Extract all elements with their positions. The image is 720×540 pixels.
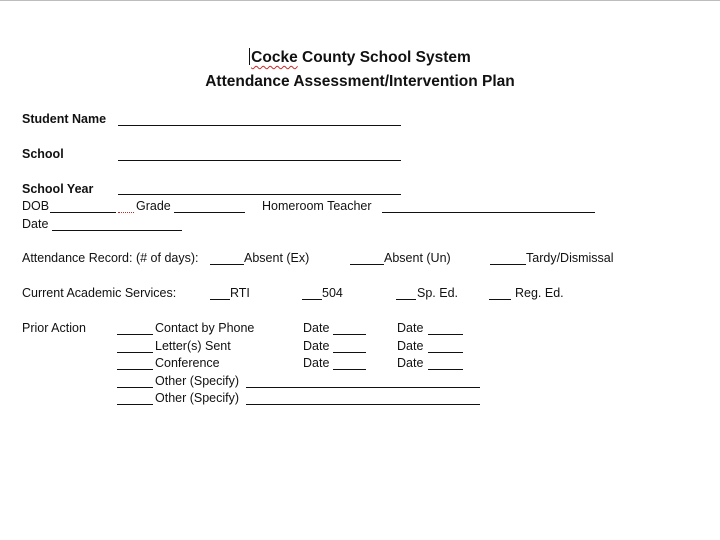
- letters-sent-date1-field[interactable]: [333, 352, 366, 353]
- conference-label: Conference: [155, 356, 220, 370]
- document-title: [0, 48, 720, 68]
- document-subtitle: Attendance Assessment/Intervention Plan: [205, 73, 515, 90]
- rti-label: RTI: [230, 286, 250, 300]
- reged-field[interactable]: [489, 299, 511, 300]
- letters-sent-date2-field[interactable]: [428, 352, 463, 353]
- attendance-record-label: Attendance Record: (# of days):: [22, 251, 199, 265]
- reged-label: Reg. Ed.: [515, 286, 564, 300]
- letters-sent-check[interactable]: [117, 352, 153, 353]
- date-label: Date: [397, 339, 424, 353]
- school-year-label: School Year: [22, 182, 94, 196]
- student-name-field[interactable]: [118, 125, 401, 126]
- title-rest: County School System: [297, 49, 471, 66]
- absent-ex-field[interactable]: [210, 264, 244, 265]
- contact-phone-date1-field[interactable]: [333, 334, 366, 335]
- homeroom-teacher-field[interactable]: [382, 212, 595, 213]
- dob-label: DOB: [22, 199, 50, 213]
- date-field[interactable]: [52, 230, 182, 231]
- tardy-label: Tardy/Dismissal: [526, 251, 614, 265]
- prior-action-label: Prior Action: [22, 321, 86, 335]
- rti-field[interactable]: [210, 299, 230, 300]
- conference-date2-field[interactable]: [428, 369, 463, 370]
- sped-label: Sp. Ed.: [417, 286, 458, 300]
- date-label: Date: [303, 356, 330, 370]
- academic-services-label: Current Academic Services:: [22, 286, 177, 300]
- 504-label: 504: [322, 286, 343, 300]
- homeroom-teacher-label: Homeroom Teacher: [262, 199, 372, 213]
- other-specify-2-check[interactable]: [117, 404, 153, 405]
- absent-un-field[interactable]: [350, 264, 384, 265]
- date-label: Date: [397, 356, 424, 370]
- letters-sent-label: Letter(s) Sent: [155, 339, 231, 353]
- conference-date1-field[interactable]: [333, 369, 366, 370]
- absent-un-label: Absent (Un): [384, 251, 451, 265]
- other-specify-2-label: Other (Specify): [155, 391, 240, 405]
- other-specify-2-field[interactable]: [246, 404, 480, 405]
- school-field[interactable]: [118, 160, 401, 161]
- absent-ex-label: Absent (Ex): [244, 251, 310, 265]
- school-label: School: [22, 147, 64, 161]
- date-label: Date: [22, 217, 49, 231]
- date-label: Date: [397, 321, 424, 335]
- spell-squiggle: [118, 212, 134, 213]
- tardy-field[interactable]: [490, 264, 526, 265]
- dob-field[interactable]: [50, 212, 116, 213]
- other-specify-1-field[interactable]: [246, 387, 480, 388]
- 504-field[interactable]: [302, 299, 322, 300]
- sped-field[interactable]: [396, 299, 416, 300]
- grade-label: Grade: [136, 199, 171, 213]
- other-specify-1-label: Other (Specify): [155, 374, 240, 388]
- contact-phone-label: Contact by Phone: [155, 321, 255, 335]
- window-top-border: [0, 0, 720, 1]
- date-label: Date: [303, 321, 330, 335]
- student-name-label: Student Name: [22, 112, 107, 126]
- contact-phone-date2-field[interactable]: [428, 334, 463, 335]
- date-label: Date: [303, 339, 330, 353]
- conference-check[interactable]: [117, 369, 153, 370]
- grade-field[interactable]: [174, 212, 245, 213]
- other-specify-1-check[interactable]: [117, 387, 153, 388]
- school-year-field[interactable]: [118, 194, 401, 195]
- contact-phone-check[interactable]: [117, 334, 153, 335]
- title-word-cocke: Cocke: [251, 49, 298, 66]
